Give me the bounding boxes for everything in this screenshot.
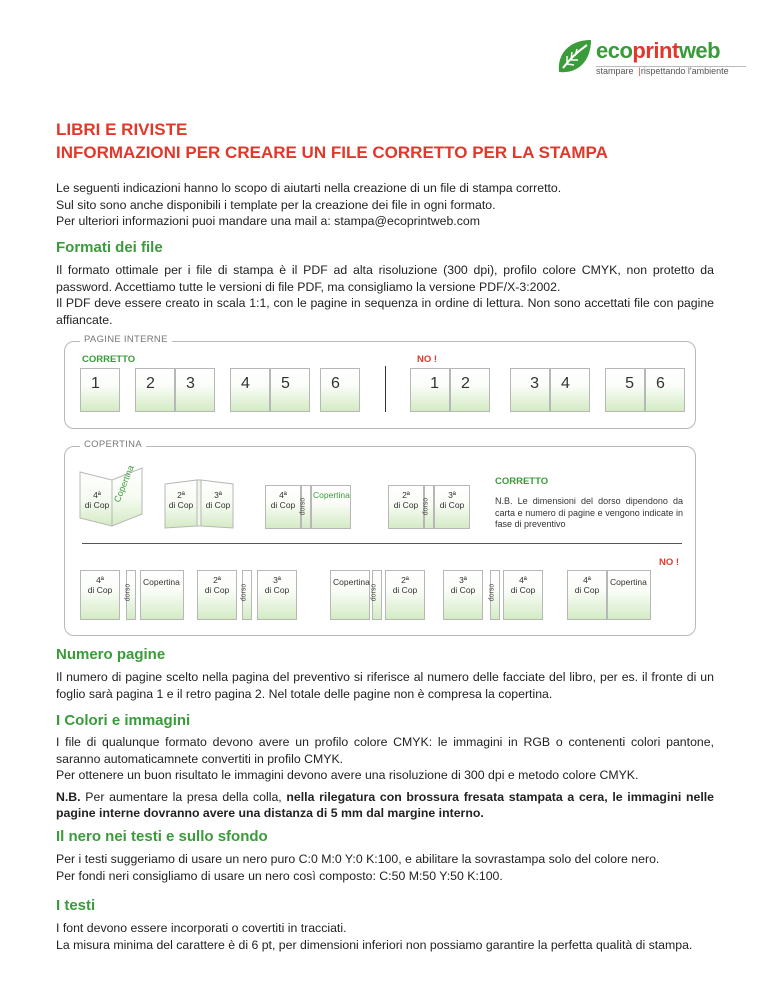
copertina-section-label: COPERTINA xyxy=(80,439,146,450)
page-subtitle: INFORMAZIONI PER CREARE UN FILE CORRETTO PER LA STAMPA xyxy=(56,143,608,162)
wrong-page: 1 xyxy=(410,368,450,412)
pagine-interne-label: PAGINE INTERNE xyxy=(80,334,172,345)
correct-label: CORRETTO xyxy=(82,354,136,365)
cover-wrong-label: NO ! xyxy=(659,557,680,568)
formati-text: Il formato ottimale per i file di stampa è il PDF ad alta risoluzione (300 dpi), profilo colore CMYK, non protetto da password. Accettiamo tutte le versioni di file PDF, ma consigliamo la versione PDF/X-3:2002. Il PDF deve essere creato in scala 1:1, con le pagine in sequenza in ordine di lettura. Non sono accettati file con pagine affiancate. xyxy=(56,263,714,327)
cover-4-label: 4ª di Cop xyxy=(270,490,296,510)
spine-label: dorso xyxy=(299,497,307,516)
correct-page: 2 xyxy=(135,368,175,412)
intro-text: Le seguenti indicazioni hanno lo scopo di aiutarti nella creazione di un file di stampa corretto. Sul sito sono anche disponibili i template per la creazione dei file in ogni formato. Per ulteriori informazioni puoi mandare una mail a: stampa@ecoprintweb.com xyxy=(56,181,562,228)
leaf-logo-icon xyxy=(555,36,595,78)
cover-2-label: 2ª di Cop xyxy=(168,490,194,510)
cover-4-label: 4ª di Cop xyxy=(87,575,113,595)
cover-correct-label: CORRETTO xyxy=(495,476,549,487)
cover-3-label: 3ª di Cop xyxy=(264,575,290,595)
section-heading-colori: I Colori e immagini xyxy=(56,712,191,729)
wrong-page: 2 xyxy=(450,368,490,412)
spine-label: dorso xyxy=(488,583,496,602)
nero-text: Per i testi suggeriamo di usare un nero puro C:0 M:0 Y:0 K:100, e abilitare la sovrastampa solo del colore nero. Per fondi neri consigliamo di usare un nero così composto: C:50 M:50 Y:50 K:100. xyxy=(56,852,660,883)
correct-page: 1 xyxy=(80,368,120,412)
correct-page: 6 xyxy=(320,368,360,412)
correct-page: 4 xyxy=(230,368,270,412)
wrong-page: 4 xyxy=(550,368,590,412)
spine-label: dorso xyxy=(422,497,430,516)
spine-note: N.B. Le dimensioni del dorso dipendono da carta e numero di pagine e vengono indicate in fase di preventivo xyxy=(495,496,683,529)
wrong-page: 3 xyxy=(510,368,550,412)
cover-front-label: Copertina xyxy=(143,577,180,587)
cover-4-label: 4ª di Cop xyxy=(510,575,536,595)
spine-label: dorso xyxy=(124,583,132,602)
divider xyxy=(385,366,386,412)
colori-text: I file di qualunque formato devono avere un profilo colore CMYK: le immagini in RGB o contenenti colori pantone, saranno automaticamnete convertiti in profilo CMYK. Per ottenere un buon risultato le immagini devono avere una risoluzione di 300 dpi e metodo colore CMYK. N.B. Per aumentare la presa della colla, nella rilegatura con brossura fresata stampata a cera, le immagini nelle pagine interne dovranno avere una distanza di 5 mm dal margine interno. xyxy=(56,735,715,820)
cover-3-label: 3ª di Cop xyxy=(450,575,476,595)
section-heading-nero: Il nero nei testi e sullo sfondo xyxy=(56,828,268,845)
cover-2-label: 2ª di Cop xyxy=(204,575,230,595)
spine-label: dorso xyxy=(370,583,378,602)
page-title: LIBRI E RIVISTE xyxy=(56,120,188,139)
divider xyxy=(82,543,682,544)
wrong-page: 6 xyxy=(645,368,685,412)
numero-text: Il numero di pagine scelto nella pagina del preventivo si riferisce al numero delle facciate del libro, per es. il fronte di un foglio sarà pagina 1 e il retro pagina 2. Nel totale delle pagine non è compresa la copertina. xyxy=(56,670,714,701)
cover-front-label: Copertina xyxy=(333,577,370,587)
section-heading-formati: Formati dei file xyxy=(56,239,163,256)
cover-3-label: 3ª di Cop xyxy=(439,490,465,510)
wrong-label: NO ! xyxy=(417,354,438,365)
cover-2-label: 2ª di Cop xyxy=(392,575,418,595)
logo-tagline: stampare |rispettando l'ambiente xyxy=(596,66,729,76)
cover-2-label: 2ª di Cop xyxy=(393,490,419,510)
brand-logo: ecoprintweb xyxy=(596,38,721,63)
wrong-page: 5 xyxy=(605,368,645,412)
testi-text: I font devono essere incorporati o covertiti in tracciati. La misura minima del carattere è di 6 pt, per dimensioni inferiori non possiamo garantire la perfetta qualità di stampa. xyxy=(56,921,693,952)
correct-page: 3 xyxy=(175,368,215,412)
section-heading-numero: Numero pagine xyxy=(56,646,166,663)
cover-4-label: 4ª di Cop xyxy=(84,490,110,510)
cover-3-label: 3ª di Cop xyxy=(205,490,231,510)
section-heading-testi: I testi xyxy=(56,897,96,914)
cover-text-green: Copertina xyxy=(112,463,136,504)
spine-label: dorso xyxy=(240,583,248,602)
correct-page: 5 xyxy=(270,368,310,412)
cover-front-label: Copertina xyxy=(610,577,647,587)
cover-front-label: Copertina xyxy=(313,490,350,500)
cover-4-label: 4ª di Cop xyxy=(574,575,600,595)
